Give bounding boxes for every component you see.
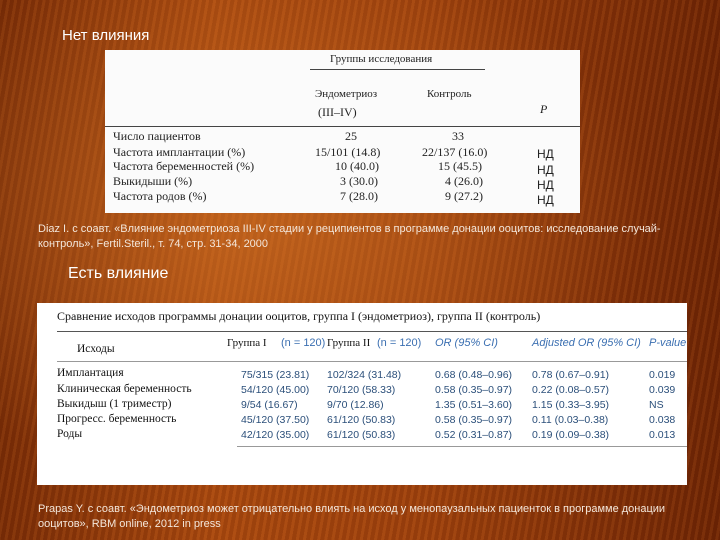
row-label: Выкидыш (1 триместр) <box>57 398 172 410</box>
col-group2: Группа II <box>327 337 371 349</box>
group-header: Группы исследования <box>330 53 433 65</box>
divider <box>105 126 580 127</box>
cell-or: 0.58 (0.35–0.97) <box>435 384 513 396</box>
cell-adjusted-or: 0.22 (0.08–0.57) <box>532 384 610 396</box>
cell-p: НД <box>537 147 554 161</box>
divider <box>310 69 485 70</box>
cell-group2: 9/70 (12.86) <box>327 399 384 411</box>
cell-endo: 15/101 (14.8) <box>315 145 381 159</box>
cell-or: 0.52 (0.31–0.87) <box>435 429 513 441</box>
row-label: Число пациентов <box>113 129 201 143</box>
row-label: Частота имплантации (%) <box>113 145 246 159</box>
cell-endo: 7 (28.0) <box>340 189 378 203</box>
cell-or: 0.68 (0.48–0.96) <box>435 369 513 381</box>
table-diaz <box>105 50 580 213</box>
col-group1-n: (n = 120) <box>281 337 326 349</box>
col-or: OR (95% CI) <box>435 337 498 349</box>
heading-no-effect: Нет влияния <box>62 27 150 44</box>
cell-group2: 70/120 (58.33) <box>327 384 396 396</box>
cell-endo: 25 <box>345 129 357 143</box>
row-label: Клиническая беременность <box>57 383 192 395</box>
citation-diaz: Diaz I. с соавт. «Влияние эндометриоза III-IV стадии у реципиентов в программе донации ооцитов: исследование случай-контроль», Fertil.Steril., т. 74, стр. 31-34, 2000 <box>38 223 661 250</box>
row-label: Частота родов (%) <box>113 189 207 203</box>
cell-pvalue: 0.038 <box>649 414 676 426</box>
cell-group2: 61/120 (50.83) <box>327 429 396 441</box>
divider <box>57 361 687 362</box>
cell-group2: 61/120 (50.83) <box>327 414 396 426</box>
col-endo: Эндометриоз <box>315 88 378 100</box>
cell-group1: 45/120 (37.50) <box>241 414 310 426</box>
col-group2-n: (n = 120) <box>377 337 422 349</box>
cell-p: НД <box>537 163 554 177</box>
table-prapas <box>37 303 687 485</box>
cell-control: 22/137 (16.0) <box>422 145 488 159</box>
cell-group1: 42/120 (35.00) <box>241 429 310 441</box>
cell-adjusted-or: 0.11 (0.03–0.38) <box>532 414 609 426</box>
cell-adjusted-or: 0.78 (0.67–0.91) <box>532 369 610 381</box>
row-label: Прогресс. беременность <box>57 413 177 425</box>
col-adjusted-or: Adjusted OR (95% CI) <box>532 337 641 349</box>
citation-prapas: Prapas Y. с соавт. «Эндометриоз может отрицательно влиять на исход у менопаузальных пациенток в программе донации ооцитов», RBM online, 2012 in press <box>38 503 666 530</box>
cell-control: 9 (27.2) <box>445 189 483 203</box>
cell-control: 33 <box>452 129 464 143</box>
cell-endo: 3 (30.0) <box>340 174 378 188</box>
table-title: Сравнение исходов программы донации ооцитов, группа I (эндометриоз), группа II (контроль) <box>57 309 541 323</box>
col-p: P <box>540 102 548 116</box>
cell-endo: 10 (40.0) <box>335 159 379 173</box>
col-outcomes: Исходы <box>77 343 115 355</box>
col-pvalue: P-value <box>649 337 687 349</box>
cell-pvalue: 0.039 <box>649 384 676 396</box>
cell-group2: 102/324 (31.48) <box>327 369 402 381</box>
cell-pvalue: NS <box>649 399 664 411</box>
col-endo-sub: (III–IV) <box>318 105 357 119</box>
row-label: Частота беременностей (%) <box>113 159 255 173</box>
cell-pvalue: 0.019 <box>649 369 676 381</box>
row-label: Роды <box>57 428 83 440</box>
cell-p: НД <box>537 193 554 207</box>
cell-or: 0.58 (0.35–0.97) <box>435 414 513 426</box>
cell-pvalue: 0.013 <box>649 429 676 441</box>
cell-group1: 54/120 (45.00) <box>241 384 310 396</box>
divider <box>237 446 687 447</box>
cell-group1: 75/315 (23.81) <box>241 369 310 381</box>
col-group1: Группа I <box>227 337 267 349</box>
cell-group1: 9/54 (16.67) <box>241 399 298 411</box>
cell-adjusted-or: 0.19 (0.09–0.38) <box>532 429 610 441</box>
cell-adjusted-or: 1.15 (0.33–3.95) <box>532 399 610 411</box>
cell-control: 15 (45.5) <box>438 159 482 173</box>
cell-p: НД <box>537 178 554 192</box>
cell-or: 1.35 (0.51–3.60) <box>435 399 513 411</box>
cell-control: 4 (26.0) <box>445 174 483 188</box>
col-control: Контроль <box>427 88 472 100</box>
heading-effect: Есть влияние <box>68 265 169 282</box>
row-label: Выкидыши (%) <box>113 174 193 188</box>
row-label: Имплантация <box>57 367 124 379</box>
divider <box>57 331 687 332</box>
